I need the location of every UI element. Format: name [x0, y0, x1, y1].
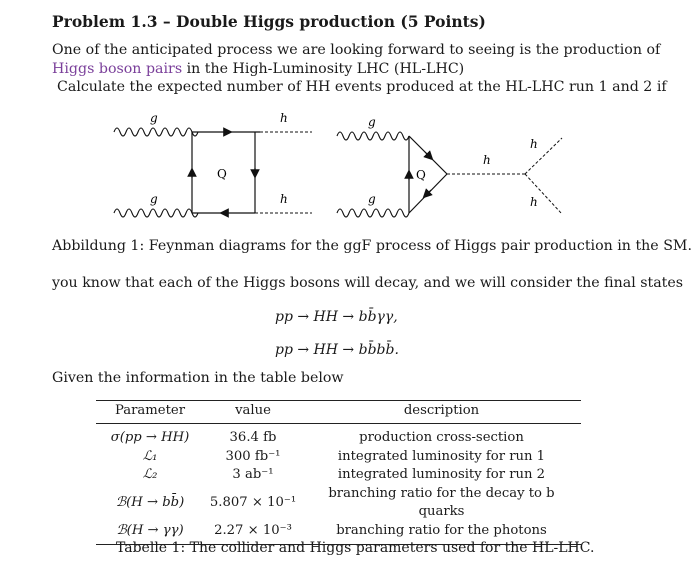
- higgs-pairs-link[interactable]: Higgs boson pairs: [52, 61, 183, 77]
- equation-1: pp → HH → bb̄γγ,: [275, 309, 398, 325]
- header-parameter: Parameter: [96, 401, 204, 424]
- table-caption: Tabelle 1: The collider and Higgs parameters used for the HL-LHC.: [116, 540, 595, 556]
- label-Q-2: Q: [416, 168, 426, 182]
- table-row: [96, 485, 581, 522]
- description-cell: integrated luminosity for run 2: [337, 467, 546, 482]
- param-cell: ℬ(H → bb̄): [115, 494, 185, 510]
- value-cell: 2.27 × 10⁻³: [204, 522, 302, 545]
- param-cell: σ(pp → HH): [110, 430, 190, 445]
- table-row: [96, 424, 581, 448]
- intro-line-2: [52, 61, 464, 77]
- header-description: description: [302, 401, 581, 424]
- gluon-line-bottom-1: [114, 209, 198, 217]
- table-header-row: [96, 401, 581, 424]
- label-h-bottom-2: h: [530, 195, 538, 209]
- label-Q-1: Q: [217, 167, 227, 181]
- decay-text: you know that each of the Higgs bosons will decay, and we will consider the final states: [52, 275, 684, 291]
- intro-line-3: Calculate the expected number of HH events produced at the HL-LHC run 1 and 2 if: [57, 79, 667, 95]
- value-cell: 36.4 fb: [229, 430, 277, 445]
- label-g-top-2: g: [368, 115, 376, 129]
- label-h-top-1: h: [280, 111, 288, 125]
- box-diagram: [114, 111, 312, 217]
- param-cell: ℒ₂: [142, 467, 158, 482]
- gluon-line-bottom-2: [337, 209, 409, 217]
- description-cell: production cross-section: [359, 430, 524, 445]
- gluon-line-top-1: [114, 128, 198, 136]
- header-value: value: [204, 401, 302, 424]
- table-intro: Given the information in the table below: [52, 370, 344, 386]
- triangle-diagram: [337, 115, 562, 217]
- description-cell: branching ratio for the photons: [302, 522, 581, 545]
- label-g-top-1: g: [150, 111, 158, 125]
- param-cell: ℒ₁: [142, 448, 158, 464]
- intro-line-2-rest: in the High-Luminosity LHC (HL-LHC): [182, 61, 465, 77]
- value-cell: 5.807 × 10⁻¹: [209, 494, 297, 510]
- parameter-table: [96, 400, 581, 545]
- label-g-bottom-1: g: [150, 192, 158, 206]
- value-cell: 300 fb⁻¹: [225, 448, 281, 464]
- equation-2: pp → HH → bb̄bb̄.: [275, 342, 399, 358]
- description-cell: branching ratio for the decay to b quarks: [328, 485, 555, 519]
- label-h-top-2: h: [530, 137, 538, 151]
- label-g-bottom-2: g: [368, 192, 376, 206]
- gluon-line-top-2: [337, 132, 409, 140]
- label-h-bottom-1: h: [280, 192, 288, 206]
- feynman-diagrams: [100, 108, 580, 226]
- value-cell: 3 ab⁻¹: [232, 467, 274, 482]
- problem-title: Problem 1.3 – Double Higgs production (5 Points): [52, 12, 486, 31]
- label-h-mid-2: h: [483, 153, 491, 167]
- table-row: [96, 448, 581, 467]
- figure-caption: Abbildung 1: Feynman diagrams for the ggF process of Higgs pair production in the SM.: [52, 238, 692, 254]
- description-cell: integrated luminosity for run 1: [337, 448, 546, 464]
- intro-line-1: One of the anticipated process we are looking forward to seeing is the production of: [52, 42, 661, 58]
- table-row: [96, 466, 581, 485]
- param-cell: ℬ(H → γγ): [96, 522, 204, 545]
